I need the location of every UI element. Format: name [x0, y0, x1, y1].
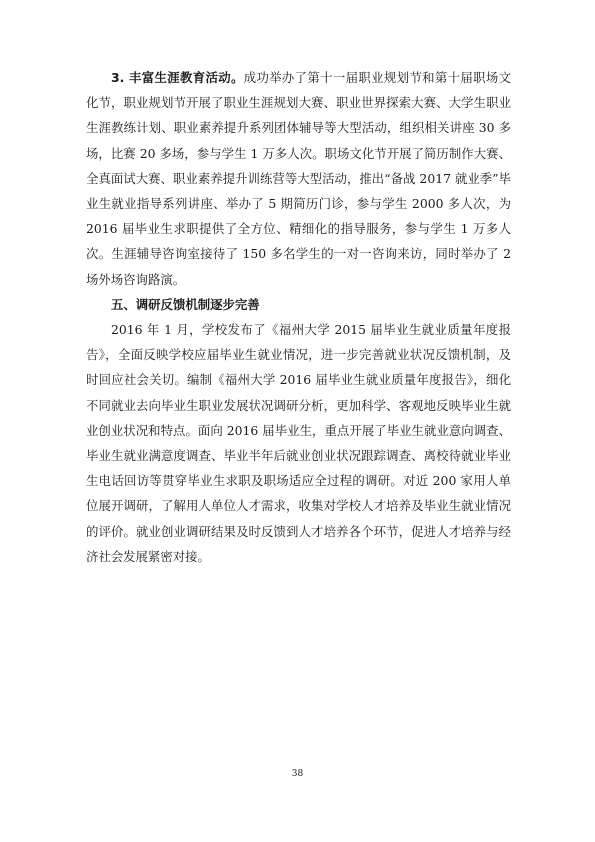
paragraph-lead: 3. 丰富生涯教育活动。: [111, 70, 244, 85]
page-content: [86, 65, 511, 569]
paragraph-body: 成功举办了第十一届职业规划节和第十届职场文化节，职业规划节开展了职业生涯规划大赛、职业世界探索大赛、大学生职业生涯教练计划、职业素养提升系列团体辅导等大型活动，组织相关讲座 30 多场，比赛 20 多场，参与学生 1 万多人次。职场文化节开展了简历制作大赛、全真面试大赛、职业素养提升训练营等大型活动，推出“备战 2017 就业季”毕业生就业指导系列讲座、举办了 5 期简历门诊，参与学生 2000 多人次，为 2016 届毕业生求职提供了全方位、精细化的指导服务，参与学生 1 万多人次。生涯辅导咨询室接待了 150 多名学生的一对一咨询来访，同时举办了 2 场外场咨询路演。: [86, 70, 511, 287]
page-number: 38: [291, 769, 304, 779]
paragraph-survey-feedback: 2016 年 1 月，学校发布了《福州大学 2015 届毕业生就业质量年度报告》，全面反映学校应届毕业生就业情况，进一步完善就业状况反馈机制，及时回应社会关切。编制《福州大学 2016 届毕业生就业质量年度报告》，细化不同就业去向毕业生职业发展状况调研分析，更加科学、客观地反映毕业生就业创业状况和特点。面向 2016 届毕业生，重点开展了毕业生就业意向调查、毕业生就业满意度调查、毕业半年后就业创业状况跟踪调查、离校待就业毕业生电话回访等贯穿毕业生求职及职场适应全过程的调研。对近 200 家用人单位展开调研，了解用人单位人才需求，收集对学校人才培养及毕业生就业情况的评价。就业创业调研结果及时反馈到人才培养各个环节，促进人才培养与经济社会发展紧密对接。: [86, 322, 511, 564]
paragraph-career-activities: [86, 65, 511, 292]
section-heading: 五、调研反馈机制逐步完善: [111, 296, 260, 312]
